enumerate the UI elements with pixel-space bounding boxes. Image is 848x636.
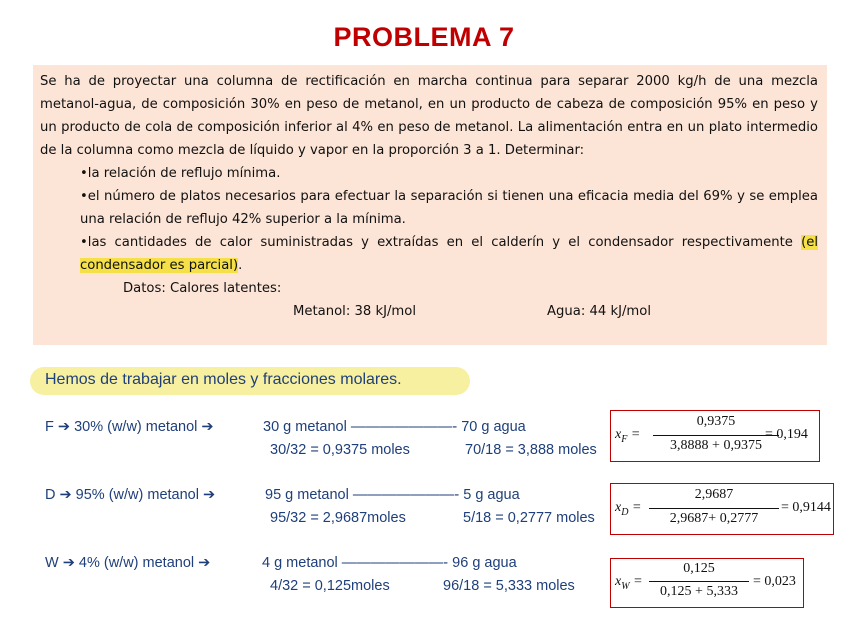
formula-xw-bar	[649, 581, 749, 582]
formula-xw-symbol: $x_W$ =	[615, 574, 643, 592]
row-d-moles-water: 5/18 = 0,2777 moles	[463, 510, 595, 526]
bullet-heat	[80, 231, 818, 277]
row-f-moles-methanol: 30/32 = 0,9375 moles	[270, 442, 410, 458]
formula-xd-symbol: $x_D$ =	[615, 500, 642, 518]
formula-xw-result: = 0,023	[753, 574, 796, 589]
bullet-reflux-min: •la relación de reflujo mínima.	[80, 166, 281, 181]
row-d-label: D ➔ 95% (w/w) metanol ➔	[45, 487, 216, 503]
page-title: PROBLEMA 7	[333, 22, 515, 52]
datos-label: Datos: Calores latentes:	[123, 281, 282, 296]
formula-xf-result: = 0,194	[765, 427, 808, 442]
bullet-heat-end: .	[238, 258, 243, 273]
formula-xf-symbol: $x_F$ =	[615, 427, 641, 445]
formula-xd-result: = 0,9144	[781, 500, 831, 515]
formula-xf-bar	[653, 435, 779, 436]
formula-xd-numerator: 2,9687	[694, 487, 734, 502]
problem-statement	[40, 70, 818, 323]
row-d-moles-methanol: 95/32 = 2,9687moles	[270, 510, 406, 526]
row-w-moles-water: 96/18 = 5,333 moles	[443, 578, 575, 594]
row-f-label: F ➔ 30% (w/w) metanol ➔	[45, 419, 214, 435]
latent-heat-water: Agua: 44 kJ/mol	[547, 304, 651, 319]
note-text: Hemos de trabajar en moles y fracciones molares.	[45, 371, 402, 388]
row-f-mass: 30 g metanol ———————- 70 g agua	[263, 419, 526, 435]
formula-xd	[610, 483, 834, 535]
row-w-label: W ➔ 4% (w/w) metanol ➔	[45, 555, 211, 571]
formula-xd-bar	[649, 508, 779, 509]
formula-xf	[610, 410, 820, 462]
bullet-heat-text: •las cantidades de calor suministradas y extraídas en el calderín y el condensador respectivamente	[80, 235, 802, 250]
formula-xw-numerator: 0,125	[683, 561, 715, 576]
highlight-partial-condenser: (el condensador es parcial)	[80, 235, 818, 273]
formula-xw	[610, 558, 804, 608]
problem-intro: Se ha de proyectar una columna de rectificación en marcha continua para separar 2000 kg/h de una mezcla metanol-agua, de composición 30% en peso de metanol, en un producto de cabeza de composición 95% en peso y un producto de cola de composición inferior al 4% en peso de metanol. La alimentación entra en un plato intermedio de la columna como mezcla de líquido y vapor en la proporción 3 a 1. Determinar:	[40, 74, 818, 158]
formula-xw-denominator: 0,125 + 5,333	[660, 584, 738, 599]
row-d-mass: 95 g metanol ———————- 5 g agua	[265, 487, 520, 503]
formula-xf-denominator: 3,8888 + 0,9375	[670, 438, 762, 453]
row-w-mass: 4 g metanol ———————- 96 g agua	[262, 555, 517, 571]
row-w-moles-methanol: 4/32 = 0,125moles	[270, 578, 390, 594]
row-f-moles-water: 70/18 = 3,888 moles	[465, 442, 597, 458]
latent-heat-methanol: Metanol: 38 kJ/mol	[293, 304, 416, 319]
bullet-plates: •el número de platos necesarios para efectuar la separación si tienen una eficacia media del 69% y se emplea una relación de reflujo 42% superior a la mínima.	[80, 189, 818, 227]
formula-xd-denominator: 2,9687+ 0,2777	[669, 511, 759, 526]
latent-heats	[40, 300, 818, 323]
formula-xf-numerator: 0,9375	[696, 414, 736, 429]
